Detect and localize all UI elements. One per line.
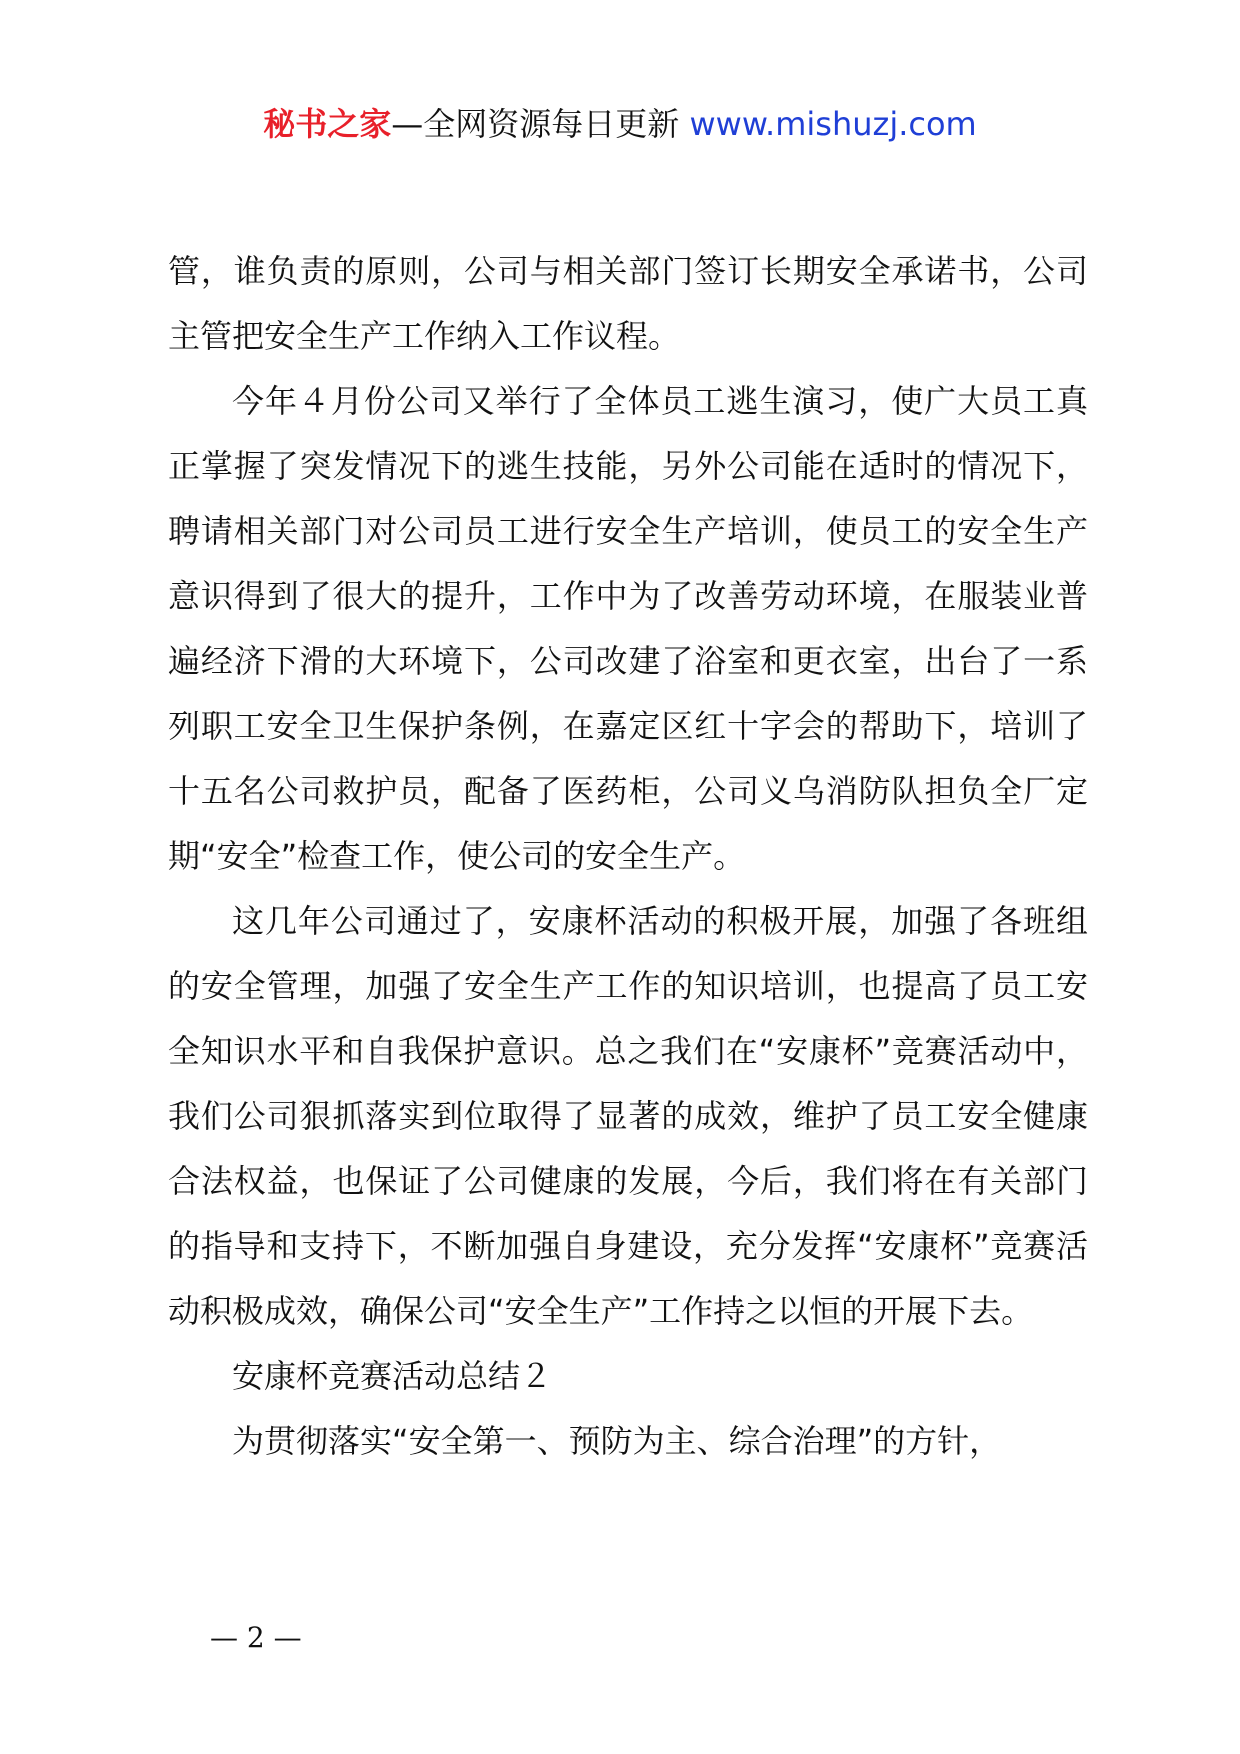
section-heading: 安康杯竞赛活动总结２ [232,1357,553,1395]
site-tagline: —全网资源每日更新 [391,105,690,143]
site-brand: 秘书之家 [263,105,392,143]
site-url-link[interactable]: www.mishuzj.com [689,105,977,143]
page-number: — 2 — [210,1621,302,1654]
paragraph-ankang-cup-results: 这几年公司通过了，安康杯活动的积极开展，加强了各班组的安全管理，加强了安全生产工作的知识培训，也提高了员工安全知识水平和自我保护意识。总之我们在“安康杯”竞赛活动中，我们公司狠抓落实到位取得了显著的成效，维护了员工安全健康合法权益，也保证了公司健康的发展，今后，我们将在有关部门的指导和支持下，不断加强自身建设，充分发挥“安康杯”竞赛活动积极成效，确保公司“安全生产”工作持之以恒的开展下去。 [168,902,1088,1330]
paragraph-policy-intro: 为贯彻落实“安全第一、预防为主、综合治理”的方针， [232,1422,1002,1460]
paragraph-drill-training: 今年４月份公司又举行了全体员工逃生演习，使广大员工真正掌握了突发情况下的逃生技能，另外公司能在适时的情况下，聘请相关部门对公司员工进行安全生产培训，使员工的安全生产意识得到了很大的提升，工作中为了改善劳动环境，在服装业普遍经济下滑的大环境下，公司改建了浴室和更衣室，出台了一系列职工安全卫生保护条例，在嘉定区红十字会的帮助下，培训了十五名公司救护员，配备了医药柜，公司义乌消防队担负全厂定期“安全”检查工作，使公司的安全生产。 [168,382,1088,875]
site-header [0,100,1240,148]
document-body [168,239,1088,1474]
paragraph-continuation: 管，谁负责的原则，公司与相关部门签订长期安全承诺书，公司主管把安全生产工作纳入工作议程。 [168,252,1088,355]
